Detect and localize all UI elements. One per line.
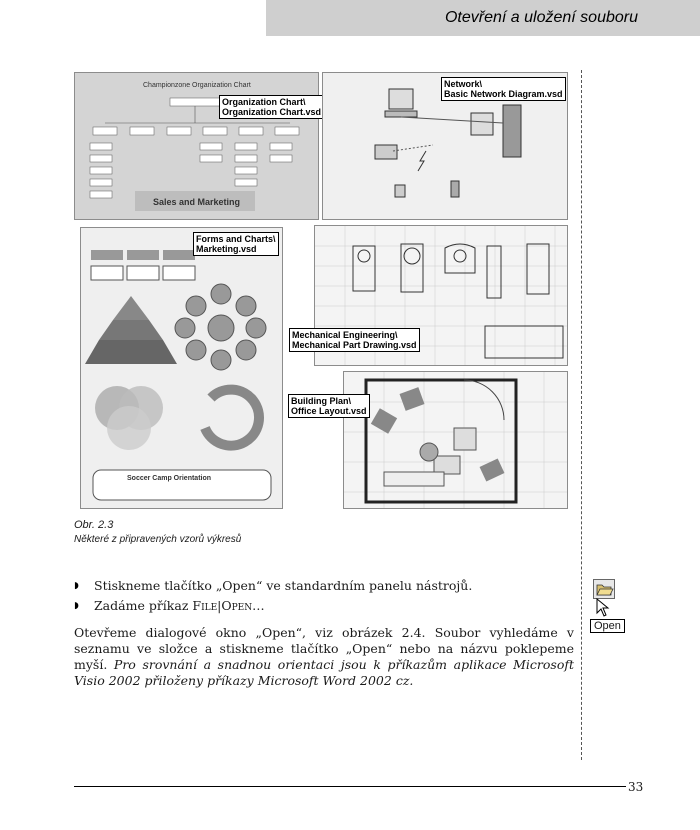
forms-tag: Forms and Charts\ Marketing.vsd <box>193 232 279 256</box>
open-tooltip: Open <box>590 619 625 633</box>
org-chart-tag: Organization Chart\ Organization Chart.vsd <box>219 95 324 119</box>
figure-mechanical <box>292 225 568 366</box>
building-drawing <box>344 372 567 508</box>
bullet-item-2 <box>74 598 265 613</box>
bullet-text-2-prefix: Zadáme příkaz <box>94 598 189 613</box>
mechanical-tag: Mechanical Engineering\ Mechanical Part Drawing.vsd <box>289 328 420 352</box>
figure-network <box>322 72 568 220</box>
mouse-pointer-icon <box>596 598 610 618</box>
figure-building-plan <box>291 371 568 509</box>
paragraph-italic: Pro srovnání a snadnou orientaci jsou k příkazům aplikace Microsoft Visio 2002 přiloženy příkazy Microsoft Word 2002 cz. <box>74 657 574 688</box>
bullet-item-1 <box>74 578 472 593</box>
figure-caption: Některé z připravených vzorů výkresů <box>74 534 242 545</box>
bullet-marker-icon: ◗ <box>74 600 79 611</box>
header-band <box>266 0 700 36</box>
figure-number: Obr. 2.3 <box>74 519 114 531</box>
org-chart-footer: Sales and Marketing <box>153 197 241 207</box>
paragraph-normal: Otevřeme dialogové okno „Open“, viz obrázek 2.4. Soubor vyhledáme v seznamu ve složce a stiskneme tlačítko „Open“ nebo na názvu poklepeme myší. <box>74 625 574 672</box>
org-chart-title: Championzone Organization Chart <box>143 82 251 89</box>
forms-bottom-title: Soccer Camp Orientation <box>127 475 212 482</box>
bullet-marker-icon: ◗ <box>74 580 79 591</box>
figure-org-chart <box>74 72 322 220</box>
footer-rule <box>74 786 626 787</box>
building-tag: Building Plan\ Office Layout.vsd <box>288 394 370 418</box>
body-paragraph <box>74 625 574 689</box>
network-tag: Network\ Basic Network Diagram.vsd <box>441 77 566 101</box>
figure-forms-charts <box>80 227 283 509</box>
open-folder-icon <box>593 579 615 599</box>
bullet-text-1: Stiskneme tlačítko „Open“ ve standardním panelu nástrojů. <box>94 578 473 593</box>
page-number: 33 <box>628 780 644 794</box>
margin-divider <box>581 70 582 760</box>
menu-command: File|Open <box>192 598 253 613</box>
forms-drawing <box>81 228 282 508</box>
bullet-text-2-suffix: … <box>252 598 265 613</box>
chapter-title: Otevření a uložení souboru <box>444 9 638 26</box>
